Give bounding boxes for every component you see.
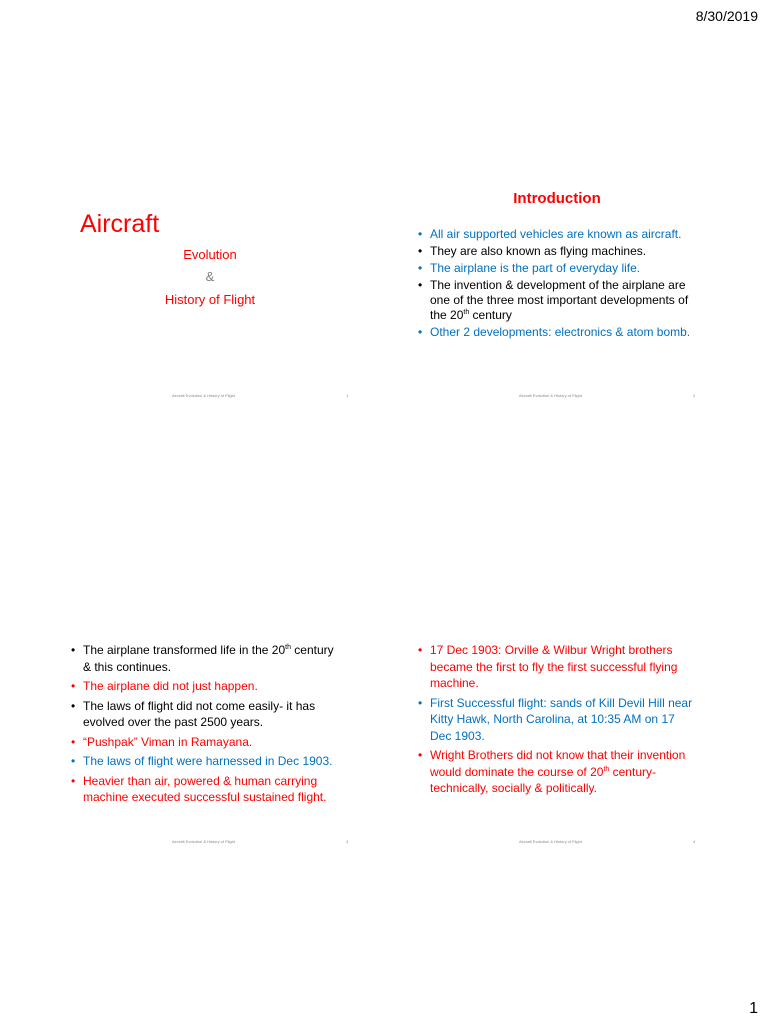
slide-3: [50, 616, 370, 856]
slide-footer: Aircraft Evolution & History of Flight: [519, 839, 582, 844]
slide-footer: Aircraft Evolution & History of Flight: [172, 839, 235, 844]
list-item: • The airplane did not just happen.: [71, 679, 258, 693]
bullet-list: [71, 642, 341, 809]
page-number: 1: [749, 1000, 758, 1017]
subtitle-history: History of Flight: [164, 292, 256, 307]
list-item: • “Pushpak” Viman in Ramayana.: [71, 734, 253, 749]
subtitle-evolution: Evolution: [183, 247, 237, 262]
list-item: • Wright Brothers did not know that their invention would dominate the course of 20th century- technically, socially & politically.: [418, 748, 686, 795]
list-item: • The airplane transformed life in the 20th century & this continues.: [71, 643, 334, 674]
slide-1: [50, 170, 370, 410]
list-item: • Other 2 developments: electronics & atom bomb.: [418, 325, 691, 339]
list-item: • First Successful flight: sands of Kill Devil Hill near Kitty Hawk, North Carolina, at 10:35 AM on 17 Dec 1903.: [418, 695, 693, 743]
list-item: • The laws of flight were harnessed in Dec 1903.: [71, 754, 333, 768]
list-item: • The airplane is the part of everyday life.: [418, 261, 641, 275]
subtitle-ampersand: &: [205, 269, 215, 284]
slide-title: Aircraft: [80, 210, 160, 238]
list-item: • They are also known as flying machines.: [418, 244, 647, 258]
list-item: • The laws of flight did not come easily- it has evolved over the past 2500 years.: [71, 698, 316, 729]
slide-4: [398, 616, 718, 856]
bullet-list: [418, 642, 698, 800]
page-date: 8/30/2019: [695, 8, 758, 24]
slide-footer: Aircraft Evolution & History of Flight: [172, 393, 235, 398]
slide-footer: Aircraft Evolution & History of Flight: [519, 393, 582, 398]
list-item: • Heavier than air, powered & human carrying machine executed successful sustained flight.: [71, 773, 327, 804]
bullet-list: [418, 227, 698, 342]
slide-number: 2: [693, 393, 696, 398]
list-item: • The invention & development of the airplane are one of the three most important developments of the 20th century: [418, 278, 689, 322]
list-item: • 17 Dec 1903: Orville & Wilbur Wright brothers became the first to fly the first successful flying machine.: [418, 643, 678, 690]
slide-title: Introduction: [513, 190, 601, 207]
slide-number: 3: [346, 839, 349, 844]
list-item: • All air supported vehicles are known as aircraft.: [418, 227, 682, 241]
slide-2: [398, 170, 718, 410]
slide-number: 4: [693, 839, 696, 844]
slide-number: 1: [346, 393, 349, 398]
